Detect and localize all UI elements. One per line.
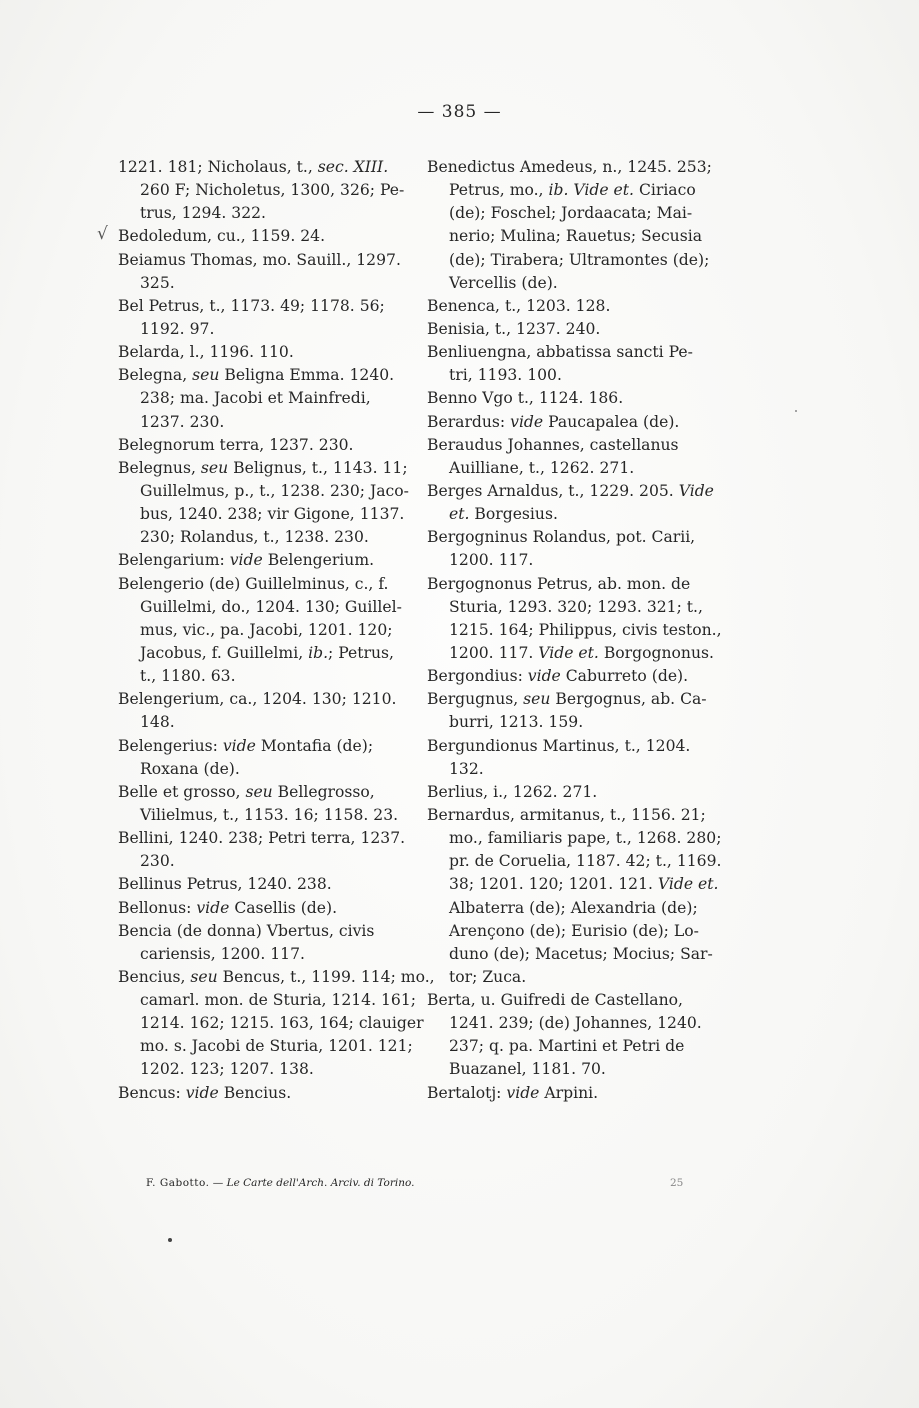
index-line: Belengerio (de) Guillelminus, c., f.	[118, 574, 389, 593]
index-line: trus, 1294. 322.	[140, 204, 266, 223]
margin-check-mark: √	[97, 224, 108, 244]
index-line: 238; ma. Jacobi et Mainfredi,	[140, 389, 371, 408]
index-line: mo. s. Jacobi de Sturia, 1201. 121;	[140, 1037, 413, 1056]
index-line: Bellinus Petrus, 1240. 238.	[118, 875, 332, 894]
index-line: nerio; Mulina; Rauetus; Secusia	[449, 227, 703, 246]
index-line: Benedictus Amedeus, n., 1245. 253;	[427, 158, 712, 176]
index-line: Petrus, mo., ib. Vide et. Ciriaco	[449, 181, 696, 200]
index-line: duno (de); Macetus; Mocius; Sar-	[449, 944, 713, 963]
index-line: mus, vic., pa. Jacobi, 1201. 120;	[140, 620, 393, 639]
index-line: Belle et grosso, seu Bellegrosso,	[118, 782, 375, 801]
footer-dash: —	[212, 1177, 224, 1189]
index-line: Bencus: vide Bencius.	[118, 1083, 292, 1102]
index-line: Jacobus, f. Guillelmi, ib.; Petrus,	[140, 643, 395, 662]
footer-title: Le Carte dell'Arch. Arciv. di Torino.	[226, 1177, 415, 1189]
index-line: Belegnorum terra, 1237. 230.	[118, 435, 354, 454]
index-line: Berges Arnaldus, t., 1229. 205. Vide	[427, 481, 714, 500]
index-column-left	[118, 156, 435, 1105]
index-line: 237; q. pa. Martini et Petri de	[449, 1037, 685, 1056]
index-line: t., 1180. 63.	[140, 667, 236, 686]
index-line: Guillelmus, p., t., 1238. 230; Jaco-	[140, 481, 409, 500]
index-line: 1237. 230.	[140, 412, 225, 431]
index-line: Bellonus: vide Casellis (de).	[118, 898, 338, 917]
page-number: — 385 —	[417, 102, 502, 122]
index-line: burri, 1213. 159.	[449, 713, 584, 732]
index-line: Bertalotj: vide Arpini.	[427, 1083, 599, 1102]
index-line: Benno Vgo t., 1124. 186.	[427, 389, 624, 408]
index-line: (de); Foschel; Jordaacata; Mai-	[449, 204, 693, 223]
index-line: 1221. 181; Nicholaus, t., sec. XIII.	[118, 158, 389, 176]
index-line: 1214. 162; 1215. 163, 164; clauiger	[140, 1014, 424, 1033]
index-line: Bernardus, armitanus, t., 1156. 21;	[427, 805, 706, 824]
index-line: Beraudus Johannes, castellanus	[427, 435, 679, 454]
footer-signature: 25	[670, 1177, 684, 1189]
index-line: (de); Tirabera; Ultramontes (de);	[449, 250, 710, 269]
index-line: tri, 1193. 100.	[449, 366, 562, 385]
index-line: 38; 1201. 120; 1201. 121. Vide et.	[449, 875, 719, 894]
index-line: bus, 1240. 238; vir Gigone, 1137.	[140, 505, 405, 524]
index-line: Berardus: vide Paucapalea (de).	[427, 412, 680, 431]
index-line: 260 F; Nicholetus, 1300, 326; Pe-	[140, 181, 405, 200]
index-line: Guillelmi, do., 1204. 130; Guillel-	[140, 597, 402, 616]
index-line: Bergugnus, seu Bergognus, ab. Ca-	[427, 690, 707, 709]
index-line: camarl. mon. de Sturia, 1214. 161;	[140, 991, 417, 1010]
index-line: Bedoledum, cu., 1159. 24.	[118, 227, 326, 246]
index-line: et. Borgesius.	[449, 505, 558, 524]
index-line: Belarda, l., 1196. 110.	[118, 343, 294, 362]
index-line: 1215. 164; Philippus, civis teston.,	[449, 620, 722, 639]
index-line: Benisia, t., 1237. 240.	[427, 319, 601, 338]
index-line: Berlius, i., 1262. 271.	[427, 782, 598, 801]
index-line: mo., familiaris pape, t., 1268. 280;	[449, 829, 722, 848]
index-line: 325.	[140, 273, 175, 292]
index-line: Belengarium: vide Belengerium.	[118, 551, 375, 570]
index-line: 132.	[449, 759, 484, 778]
index-line: 230.	[140, 852, 175, 871]
ink-speck	[795, 410, 797, 412]
index-line: Roxana (de).	[140, 759, 240, 778]
index-line: Vilielmus, t., 1153. 16; 1158. 23.	[140, 805, 399, 824]
index-column-right	[427, 156, 727, 1105]
index-line: Sturia, 1293. 320; 1293. 321; t.,	[449, 597, 703, 616]
index-line: Bergundionus Martinus, t., 1204.	[427, 736, 691, 755]
index-line: 1192. 97.	[140, 319, 215, 338]
footer-author: F. Gabotto.	[146, 1177, 210, 1189]
index-line: Bergognonus Petrus, ab. mon. de	[427, 574, 691, 593]
index-line: Bencius, seu Bencus, t., 1199. 114; mo.,	[118, 967, 435, 986]
index-line: Beiamus Thomas, mo. Sauill., 1297.	[118, 250, 401, 269]
index-line: 1200. 117.	[449, 551, 534, 570]
index-line: cariensis, 1200. 117.	[140, 944, 305, 963]
index-line: Vercellis (de).	[449, 273, 558, 292]
index-line: Bencia (de donna) Vbertus, civis	[118, 921, 375, 940]
index-line: 1241. 239; (de) Johannes, 1240.	[449, 1014, 702, 1033]
index-line: Belengerium, ca., 1204. 130; 1210.	[118, 690, 397, 709]
index-line: pr. de Coruelia, 1187. 42; t., 1169.	[449, 852, 722, 871]
index-line: 230; Rolandus, t., 1238. 230.	[140, 528, 369, 547]
index-line: Arençono (de); Eurisio (de); Lo-	[449, 921, 699, 940]
index-line: Bergogninus Rolandus, pot. Carii,	[427, 528, 696, 547]
index-line: Auilliane, t., 1262. 271.	[449, 458, 635, 477]
index-line: Belegna, seu Beligna Emma. 1240.	[118, 366, 395, 385]
index-line: tor; Zuca.	[449, 967, 527, 986]
index-line: 1200. 117. Vide et. Borgognonus.	[449, 643, 714, 662]
index-line: Albaterra (de); Alexandria (de);	[449, 898, 698, 917]
index-line: 148.	[140, 713, 175, 732]
index-line: Bergondius: vide Caburreto (de).	[427, 667, 689, 686]
index-line: Berta, u. Guifredi de Castellano,	[427, 991, 683, 1010]
ink-speck	[168, 1238, 172, 1242]
index-line: Buazanel, 1181. 70.	[449, 1060, 606, 1079]
index-line: 1202. 123; 1207. 138.	[140, 1060, 314, 1079]
index-line: Bel Petrus, t., 1173. 49; 1178. 56;	[118, 296, 385, 315]
index-line: Benenca, t., 1203. 128.	[427, 296, 611, 315]
index-line: Benliuengna, abbatissa sancti Pe-	[427, 343, 693, 362]
index-line: Belengerius: vide Montafia (de);	[118, 736, 374, 755]
index-line: Bellini, 1240. 238; Petri terra, 1237.	[118, 829, 406, 848]
index-line: Belegnus, seu Belignus, t., 1143. 11;	[118, 458, 408, 477]
footer	[146, 1177, 684, 1189]
